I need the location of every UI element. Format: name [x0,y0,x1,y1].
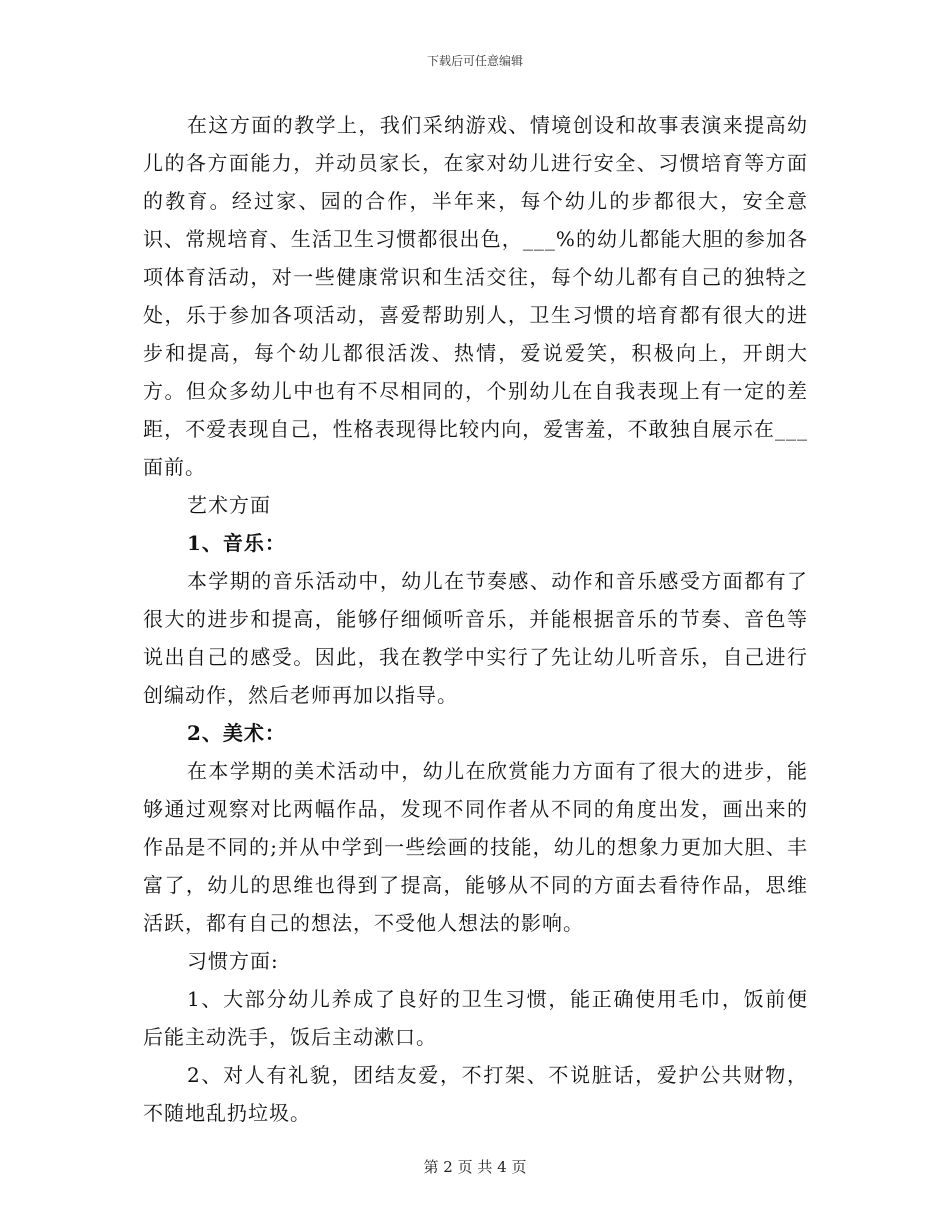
document-body [143,106,808,1132]
section-heading-art: 艺术方面 [187,493,271,517]
page-header-note: 下载后可任意编辑 [426,54,523,68]
paragraph-health-education: 在这方面的教学上，我们采纳游戏、情境创设和故事表演来提高幼儿的各方面能力，并动员家长，在家对幼儿进行安全、习惯培育等方面的教育。经过家、园的合作，半年来，每个幼儿的步都很大，安全意识、常规培育、生活卫生习惯都很出色，___%的幼儿都能大胆的参加各项体育活动，对一些健康常识和生活交往，每个幼儿都有自己的独特之处，乐于参加各项活动，喜爱帮助别人，卫生习惯的培育都有很大的进步和提高，每个幼儿都很活泼、热情，爱说爱笑，积极向上，开朗大方。但众多幼儿中也有不尽相同的，个别幼儿在自我表现上有一定的差距，不爱表现自己，性格表现得比较内向，爱害羞，不敢独自展示在___面前。 [143,113,808,479]
list-item-habit-2: 2、对人有礼貌，团结友爱，不打架、不说脏话，爱护公共财物，不随地乱扔垃圾。 [143,1063,808,1125]
subheading-music: 1、音乐： [187,531,286,555]
subheading-fine-arts: 2、美术： [187,721,286,745]
section-heading-habits: 习惯方面: [187,949,279,973]
page-number-footer: 第 2 页 共 4 页 [423,1158,527,1176]
paragraph-music: 本学期的音乐活动中，幼儿在节奏感、动作和音乐感受方面都有了很大的进步和提高，能够仔细倾听音乐，并能根据音乐的节奏、音色等说出自己的感受。因此，我在教学中实行了先让幼儿听音乐，自己进行创编动作，然后老师再加以指导。 [143,569,808,707]
paragraph-fine-arts: 在本学期的美术活动中，幼儿在欣赏能力方面有了很大的进步，能够通过观察对比两幅作品，发现不同作者从不同的角度出发，画出来的作品是不同的;并从中学到一些绘画的技能，幼儿的想象力更加大胆、丰富了，幼儿的思维也得到了提高，能够从不同的方面去看待作品，思维活跃，都有自己的想法，不受他人想法的影响。 [143,759,808,935]
list-item-habit-1: 1、大部分幼儿养成了良好的卫生习惯，能正确使用毛巾，饭前便后能主动洗手，饭后主动漱口。 [143,987,808,1049]
